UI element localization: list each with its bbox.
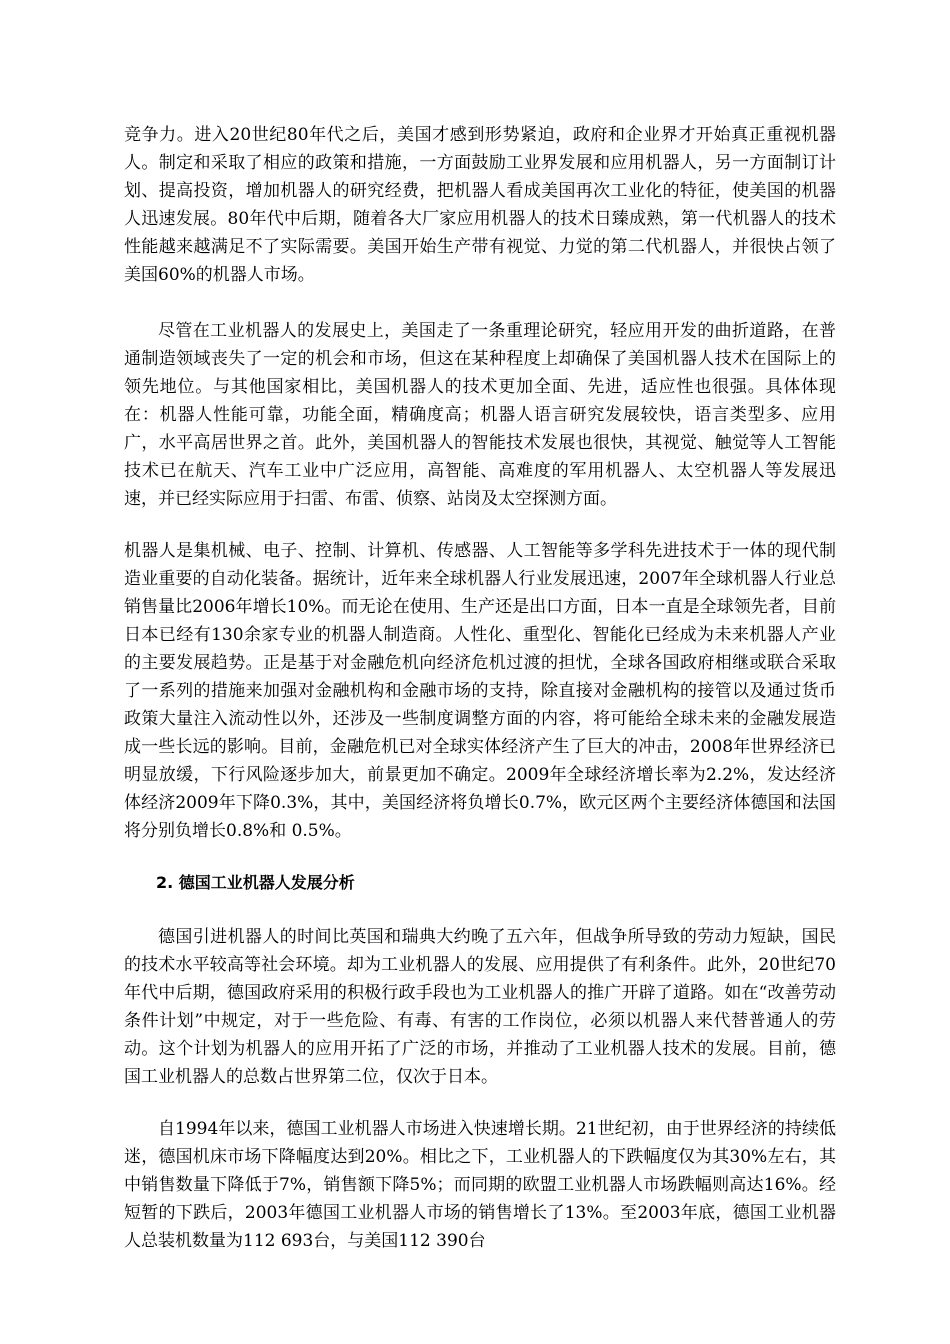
paragraph-germany-market: 自1994年以来，德国工业机器人市场进入快速增长期。21世纪初，由于世界经济的持续低迷，德国机床市场下降幅度达到20%。相比之下，工业机器人的下跌幅度仅为其30%左右，其中销售数量下降低于7%，销售额下降5%；而同期的欧盟工业机器人市场跌幅则高达16%。经短暂的下跌后，2003年德国工业机器人市场的销售增长了13%。至2003年底，德国工业机器人总装机数量为112 693台，与美国112 390台 — [124, 1119, 836, 1251]
document-page — [124, 121, 836, 1255]
paragraph-germany-introduction: 德国引进机器人的时间比英国和瑞典大约晚了五六年，但战争所导致的劳动力短缺，国民的技术水平较高等社会环境。却为工业机器人的发展、应用提供了有利条件。此外，20世纪70年代中后期，德国政府采用的积极行政手段也为工业机器人的推广开辟了道路。如在“改善劳动条件计划”中规定，对于一些危险、有毒、有害的工作岗位，必须以机器人来代替普通人的劳动。这个计划为机器人的应用开拓了广泛的市场，并推动了工业机器人技术的发展。目前，德国工业机器人的总数占世界第二位，仅次于日本。 — [124, 927, 836, 1087]
paragraph-us-robot-history: 竞争力。进入20世纪80年代之后，美国才感到形势紧迫，政府和企业界才开始真正重视机器人。制定和采取了相应的政策和措施，一方面鼓励工业界发展和应用机器人，另一方面制订计划、提高投资，增加机器人的研究经费，把机器人看成美国再次工业化的特征，使美国的机器人迅速发展。80年代中后期，随着各大厂家应用机器人的技术日臻成熟，第一代机器人的技术性能越来越满足不了实际需要。美国开始生产带有视觉、力觉的第二代机器人，并很快占领了美国60%的机器人市场。 — [124, 125, 836, 285]
paragraph-us-robot-strengths: 尽管在工业机器人的发展史上，美国走了一条重理论研究，轻应用开发的曲折道路，在普通制造领域丧失了一定的机会和市场，但这在某种程度上却确保了美国机器人技术在国际上的领先地位。与其他国家相比，美国机器人的技术更加全面、先进，适应性也很强。具体体现在：机器人性能可靠，功能全面，精确度高；机器人语言研究发展较快，语言类型多、应用广，水平高居世界之首。此外，美国机器人的智能技术发展也很快，其视觉、触觉等人工智能技术已在航天、汽车工业中广泛应用，高智能、高难度的军用机器人、太空机器人等发展迅速，并已经实际应用于扫雷、布雷、侦察、站岗及太空探测方面。 — [124, 321, 836, 509]
section-heading-germany: 2. 德国工业机器人发展分析 — [156, 873, 355, 892]
paragraph-global-robot-industry: 机器人是集机械、电子、控制、计算机、传感器、人工智能等多学科先进技术于一体的现代制造业重要的自动化装备。据统计，近年来全球机器人行业发展迅速，2007年全球机器人行业总销售量比2006年增长10%。而无论在使用、生产还是出口方面，日本一直是全球领先者，目前日本已经有130余家专业的机器人制造商。人性化、重型化、智能化已经成为未来机器人产业的主要发展趋势。正是基于对金融危机向经济危机过渡的担忧，全球各国政府相继或联合采取了一系列的措施来加强对金融机构和金融市场的支持，除直接对金融机构的接管以及通过货币政策大量注入流动性以外，还涉及一些制度调整方面的内容，将可能给全球未来的金融发展造成一些长远的影响。目前，金融危机已对全球实体经济产生了巨大的冲击，2008年世界经济已明显放缓，下行风险逐步加大，前景更加不确定。2009年全球经济增长率为2.2%，发达经济体经济2009年下降0.3%，其中，美国经济将负增长0.7%，欧元区两个主要经济体德国和法国将分别负增长0.8%和 0.5%。 — [124, 541, 836, 841]
